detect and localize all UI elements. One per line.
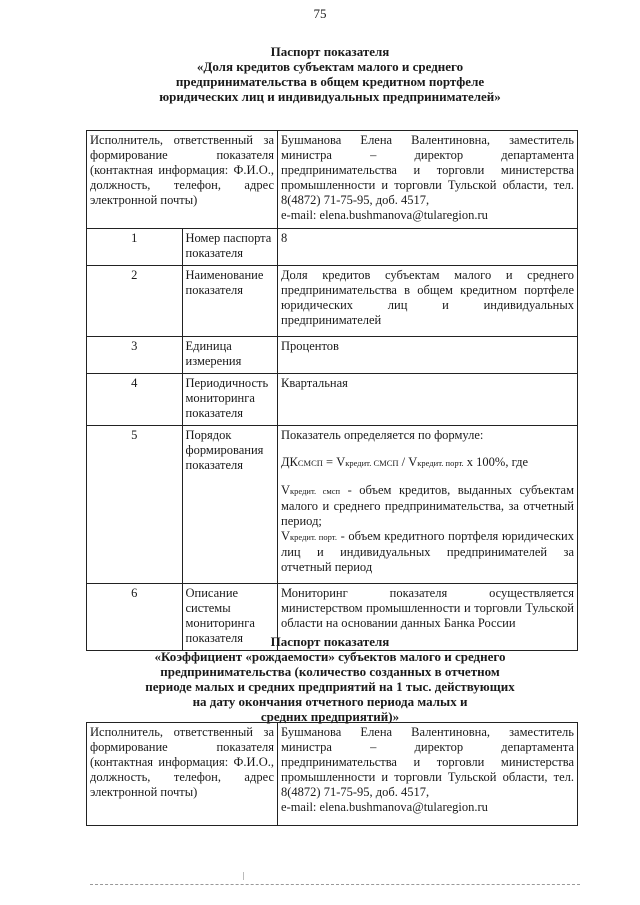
row-number: 1 bbox=[87, 229, 183, 266]
executor-value bbox=[278, 131, 578, 229]
executor-details: Бушманова Елена Валентиновна, заместитель министра – директор департамента предпринимательства и торговли министерства промышленности и торговли Тульской области, тел. 8(4872) 71-75-95, доб. 4517, bbox=[281, 133, 574, 207]
row-number: 4 bbox=[87, 374, 183, 426]
row-value: Квартальная bbox=[278, 374, 578, 426]
passport2-table bbox=[86, 722, 578, 826]
heading-line: «Коэффициент «рождаемости» субъектов малого и среднего bbox=[154, 649, 506, 664]
executor-label: Исполнитель, ответственный за формирование показателя (контактная информация: Ф.И.О., должность, телефон, адрес электронной почты) bbox=[87, 131, 278, 229]
formula-lhs: ДК bbox=[281, 455, 298, 469]
formula-lhs-sub: СМСП bbox=[297, 458, 323, 468]
heading-line: периоде малых и средних предприятий на 1 тыс. действующих bbox=[145, 679, 515, 694]
row-label: Периодичность мониторинга показателя bbox=[182, 374, 278, 426]
row-number: 3 bbox=[87, 337, 183, 374]
row-label: Номер паспорта показателя bbox=[182, 229, 278, 266]
heading-line: «Доля кредитов субъектам малого и среднего bbox=[196, 59, 464, 74]
executor-details: Бушманова Елена Валентиновна, заместитель министра – директор департамента предпринимательства и торговли министерства промышленности и торговли Тульской области, тел. 8(4872) 71-75-95, доб. 4517, bbox=[281, 725, 574, 799]
def-var-sub: кредит. порт. bbox=[290, 532, 337, 542]
formula-definition bbox=[281, 529, 574, 575]
formula-tail: х 100%, где bbox=[463, 455, 528, 469]
formula-slash: / V bbox=[398, 455, 418, 469]
table-row bbox=[87, 266, 578, 337]
formula-cell bbox=[278, 426, 578, 584]
table-row bbox=[87, 426, 578, 584]
row-label: Наименование показателя bbox=[182, 266, 278, 337]
heading-line: предпринимательства в общем кредитном портфеле bbox=[175, 74, 485, 89]
footer-divider bbox=[90, 884, 580, 885]
executor-email: e-mail: elena.bushmanova@tularegion.ru bbox=[281, 208, 488, 222]
heading-line: на дату окончания отчетного периода малых и bbox=[192, 694, 468, 709]
heading-line: Паспорт показателя bbox=[270, 44, 390, 59]
def-var: V bbox=[281, 529, 291, 543]
formula bbox=[281, 455, 574, 471]
executor-value bbox=[278, 723, 578, 826]
heading-line: юридических лиц и индивидуальных предпринимателей» bbox=[159, 89, 501, 104]
executor-label: Исполнитель, ответственный за формирование показателя (контактная информация: Ф.И.О., должность, телефон, адрес электронной почты) bbox=[87, 723, 278, 826]
heading-line: средних предприятий)» bbox=[260, 709, 400, 724]
table-row bbox=[87, 374, 578, 426]
row-number: 5 bbox=[87, 426, 183, 584]
row-value: 8 bbox=[278, 229, 578, 266]
passport1-heading bbox=[80, 44, 580, 104]
def-text: - объем кредитного портфеля юридических лиц и индивидуальных предпринимателей за отчетный период bbox=[281, 529, 574, 574]
footer-mark bbox=[243, 872, 246, 880]
formula-definition bbox=[281, 483, 574, 529]
row-number: 6 bbox=[87, 584, 183, 651]
row-label: Единица измерения bbox=[182, 337, 278, 374]
formula-v1-sub: кредит. СМСП bbox=[345, 458, 399, 468]
formula-eq: = V bbox=[322, 455, 346, 469]
executor-email: e-mail: elena.bushmanova@tularegion.ru bbox=[281, 800, 488, 814]
passport2-heading bbox=[80, 634, 580, 724]
def-text: - объем кредитов, выданных субъектам малого и среднего предпринимательства, за отчетный период; bbox=[281, 483, 574, 528]
row-number: 2 bbox=[87, 266, 183, 337]
row-label: Описание системы мониторинга показателя bbox=[182, 584, 278, 651]
executor-row bbox=[87, 131, 578, 229]
formula-intro: Показатель определяется по формуле: bbox=[281, 428, 484, 442]
formula-v2-sub: кредит. порт. bbox=[417, 458, 464, 468]
table-row bbox=[87, 229, 578, 266]
heading-line: предпринимательства (количество созданных в отчетном bbox=[160, 664, 500, 679]
table-row bbox=[87, 337, 578, 374]
heading-line: Паспорт показателя bbox=[270, 634, 390, 649]
row-label: Порядок формирования показателя bbox=[182, 426, 278, 584]
page-number: 75 bbox=[313, 6, 327, 21]
row-value: Мониторинг показателя осуществляется министерством промышленности и торговли Тульской области на основании данных Банка России bbox=[278, 584, 578, 651]
def-var: V bbox=[281, 483, 291, 497]
row-value: Процентов bbox=[278, 337, 578, 374]
executor-row bbox=[87, 723, 578, 826]
def-var-sub: кредит. смсп bbox=[290, 486, 341, 496]
passport1-table bbox=[86, 130, 578, 651]
row-value: Доля кредитов субъектам малого и среднего предпринимательства в общем кредитном портфеле юридических лиц и индивидуальных предпринимателей bbox=[278, 266, 578, 337]
